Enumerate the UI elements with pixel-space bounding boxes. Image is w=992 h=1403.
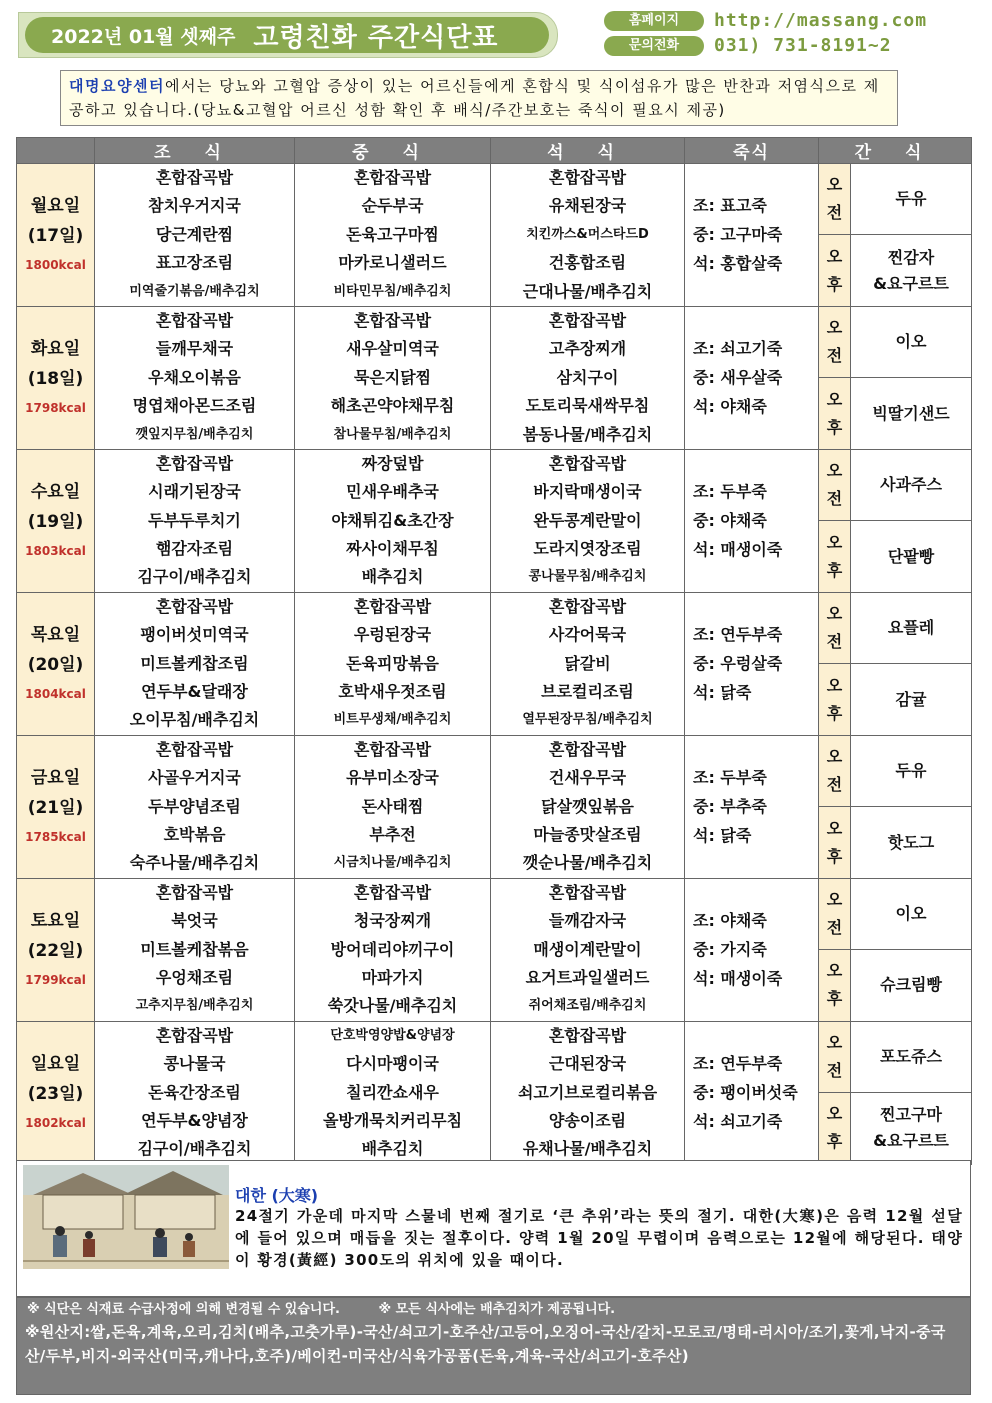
snack-pm-label	[819, 235, 851, 306]
dinner-item: 근대나물/배추김치	[522, 281, 653, 301]
footer-note-change: ※ 식단은 식재료 수급사정에 의해 변경될 수 있습니다.	[27, 1302, 340, 1317]
notice-box	[60, 70, 898, 126]
snack-label-char: 후	[826, 703, 843, 723]
snack-pm-label	[819, 807, 851, 878]
lunch-item: 해초곤약야채무침	[330, 396, 455, 416]
dinner-cell	[491, 878, 685, 1021]
snack-pm	[851, 1093, 972, 1164]
lunch-item: 혼합잡곡밥	[353, 310, 432, 330]
breakfast-item: 오이무침/배추김치	[129, 710, 260, 730]
snack-pm-label	[819, 1093, 851, 1164]
snack-pm	[851, 235, 972, 306]
phone-label: 문의전화	[604, 36, 704, 56]
lunch-item: 마파가지	[361, 967, 424, 987]
day-date: (17일)	[27, 225, 84, 246]
lunch-cell	[295, 878, 491, 1021]
breakfast-cell	[95, 306, 295, 449]
title-pill	[25, 17, 549, 53]
dinner-item: 바지락매생이국	[533, 482, 642, 502]
breakfast-item: 북엇국	[171, 911, 218, 931]
homepage-row	[604, 9, 954, 32]
snack-am: 사과주스	[851, 449, 972, 520]
snack-am: 두유	[851, 735, 972, 806]
notice-text: 에서는 당뇨와 고혈압 증상이 있는 어르신들에게 혼합식 및 식이섬유가 많은 반찬과 저염식으로 제공하고 있습니다.(당뇨&고혈압 어르신 성함 확인 후 배식/주간보호는 죽식이 필요시 제공)	[69, 77, 880, 119]
porridge-cell	[685, 592, 819, 735]
porridge-item: 석: 야채죽	[693, 397, 767, 417]
lunch-item: 짜사이채무침	[346, 539, 439, 559]
snack-label-char: 오	[826, 604, 843, 624]
lunch-item: 다시마팽이국	[346, 1054, 439, 1074]
day-date: (22일)	[27, 940, 84, 961]
snack-am: 이오	[851, 306, 972, 377]
porridge-item: 석: 매생이죽	[693, 969, 783, 989]
lunch-item: 호박새우젓조림	[338, 682, 447, 702]
contact-box	[604, 9, 954, 59]
day-name: 수요일	[30, 481, 81, 502]
breakfast-cell	[95, 1021, 295, 1164]
footer	[16, 1297, 971, 1395]
porridge-item: 중: 팽이버섯죽	[693, 1083, 798, 1103]
breakfast-item: 사골우거지국	[148, 768, 241, 788]
col-header-porridge: 죽식	[685, 138, 819, 164]
lunch-item: 우렁된장국	[353, 625, 432, 645]
lunch-item: 묵은지닭찜	[353, 367, 432, 387]
breakfast-cell	[95, 592, 295, 735]
dinner-item: 매생이계란말이	[533, 939, 642, 959]
day-row-top	[17, 306, 972, 377]
winter-painting-image	[23, 1165, 229, 1269]
season-title: 대한 (大寒)	[235, 1186, 319, 1205]
footer-note-kimchi: ※ 모든 식사에는 배추김치가 제공됩니다.	[378, 1302, 616, 1317]
snack-pm: 단팥빵	[851, 521, 972, 592]
snack-pm-label	[819, 521, 851, 592]
breakfast-item: 표고장조림	[155, 253, 234, 273]
porridge-item: 조: 쇠고기죽	[693, 339, 783, 359]
day-cell	[17, 592, 95, 735]
snack-label-char: 후	[826, 417, 843, 437]
col-header-breakfast: 조 식	[95, 138, 295, 164]
dinner-item: 건새우무국	[548, 768, 627, 788]
dinner-item: 완두콩계란말이	[533, 510, 642, 530]
porridge-item: 조: 두부죽	[693, 768, 767, 788]
breakfast-item: 혼합잡곡밥	[155, 739, 234, 759]
snack-label-char: 오	[826, 890, 843, 909]
day-row-top	[17, 878, 972, 949]
porridge-item: 조: 야채죽	[693, 911, 767, 931]
lunch-item: 돈육피망볶음	[346, 653, 439, 673]
snack-am-label	[819, 1021, 851, 1092]
weekly-menu-table	[16, 137, 972, 1165]
lunch-cell	[295, 164, 491, 307]
snack-label-char: 오	[826, 532, 843, 552]
dinner-item: 건홍합조림	[548, 253, 627, 273]
lunch-cell	[295, 735, 491, 878]
week-label: 2022년 01월 셋째주	[51, 25, 236, 48]
porridge-item: 중: 우렁살죽	[693, 654, 783, 674]
snack-am-label	[819, 164, 851, 235]
snack-am: 요플레	[851, 592, 972, 663]
snack-label-char: 전	[826, 918, 843, 937]
lunch-item: 쑥갓나물/배추김치	[327, 996, 458, 1016]
breakfast-item: 팽이버섯미역국	[140, 625, 249, 645]
snack-pm-label	[819, 378, 851, 449]
dinner-cell	[491, 164, 685, 307]
lunch-item: 올방개묵치커리무침	[322, 1110, 463, 1130]
day-kcal: 1785kcal	[25, 829, 86, 844]
dinner-item: 삼치구이	[556, 367, 619, 387]
snack-am: 이오	[851, 878, 972, 949]
footer-notes	[17, 1298, 970, 1320]
day-cell	[17, 306, 95, 449]
breakfast-item: 미트볼케찹볶음	[140, 939, 249, 959]
snack-label-char: 후	[826, 560, 843, 580]
dinner-item: 닭갈비	[564, 653, 611, 673]
lunch-item: 혼합잡곡밥	[353, 739, 432, 759]
breakfast-item: 혼합잡곡밥	[155, 453, 234, 473]
lunch-item: 짜장덮밥	[361, 453, 424, 473]
dinner-item: 혼합잡곡밥	[548, 310, 627, 330]
breakfast-item: 혼합잡곡밥	[155, 596, 234, 616]
day-date: (21일)	[27, 797, 84, 818]
lunch-item: 돈육고구마찜	[346, 224, 439, 244]
snack-label-char: 오	[826, 246, 843, 266]
dinner-item: 쇠고기브로컬리볶음	[517, 1082, 658, 1102]
col-header-day	[17, 138, 95, 164]
snack-line: &요구르트	[873, 1131, 949, 1151]
page-title: 고령친화 주간식단표	[253, 22, 499, 53]
dinner-item: 닭살깻잎볶음	[541, 796, 634, 816]
dinner-item: 도토리묵새싹무침	[525, 396, 650, 416]
day-cell	[17, 164, 95, 307]
breakfast-item: 우엉채조림	[155, 967, 234, 987]
lunch-item: 혼합잡곡밥	[353, 168, 432, 187]
snack-label-char: 오	[826, 675, 843, 695]
porridge-item: 조: 두부죽	[693, 482, 767, 502]
lunch-item: 새우살미역국	[346, 339, 439, 359]
day-row-top	[17, 164, 972, 235]
homepage-link[interactable]: http://massang.com	[714, 10, 928, 31]
day-kcal: 1804kcal	[25, 686, 86, 701]
snack-label-char: 전	[826, 775, 843, 795]
snack-am-label	[819, 449, 851, 520]
snack-label-char: 전	[826, 346, 843, 366]
dinner-cell	[491, 306, 685, 449]
breakfast-item: 미트볼케찹조림	[140, 653, 249, 673]
breakfast-item: 김구이/배추김치	[137, 1139, 252, 1159]
dinner-item: 마늘종맛살조림	[533, 824, 642, 844]
snack-label-char: 후	[826, 846, 843, 866]
lunch-cell	[295, 449, 491, 592]
dinner-cell	[491, 592, 685, 735]
homepage-label: 홈페이지	[604, 11, 704, 31]
breakfast-item: 고추지무침/배추김치	[135, 998, 254, 1014]
day-cell	[17, 878, 95, 1021]
phone-row	[604, 34, 954, 57]
porridge-cell	[685, 735, 819, 878]
snack-label-char: 후	[826, 989, 843, 1009]
col-header-dinner: 석 식	[491, 138, 685, 164]
lunch-item: 시금치나물/배추김치	[333, 855, 452, 871]
day-kcal: 1803kcal	[25, 543, 86, 558]
season-box	[16, 1160, 971, 1297]
breakfast-item: 햄감자조림	[155, 539, 234, 559]
dinner-item: 혼합잡곡밥	[548, 596, 627, 616]
snack-label-char: 오	[826, 961, 843, 981]
lunch-item: 단호박영양밥&양념장	[330, 1027, 455, 1043]
dinner-item: 브로컬리조림	[541, 682, 634, 702]
day-date: (18일)	[27, 368, 84, 389]
breakfast-item: 연두부&양념장	[141, 1110, 248, 1130]
snack-label-char: 오	[826, 818, 843, 838]
day-kcal: 1799kcal	[25, 972, 86, 987]
snack-label-char: 오	[826, 461, 843, 481]
snack-line: 찐고구마	[880, 1105, 942, 1125]
dinner-item: 사각어묵국	[548, 625, 627, 645]
lunch-item: 혼합잡곡밥	[353, 596, 432, 616]
breakfast-item: 명엽채아몬드조림	[132, 396, 257, 416]
dinner-item: 들깨감자국	[548, 911, 627, 931]
day-date: (20일)	[27, 654, 84, 675]
breakfast-item: 우채오이볶음	[148, 367, 241, 387]
breakfast-item: 호박볶음	[163, 824, 226, 844]
snack-line: 찐감자	[887, 247, 935, 267]
snack-am: 포도쥬스	[851, 1021, 972, 1092]
dinner-item: 깻순나물/배추김치	[522, 853, 653, 873]
day-name: 토요일	[30, 910, 81, 931]
porridge-item: 석: 닭죽	[693, 826, 752, 846]
snack-label-char: 후	[826, 1132, 843, 1152]
header-row	[17, 138, 972, 164]
breakfast-item: 들깨무채국	[155, 339, 234, 359]
porridge-item: 석: 닭죽	[693, 683, 752, 703]
lunch-item: 돈사태찜	[361, 796, 424, 816]
day-name: 목요일	[30, 624, 81, 645]
snack-line: &요구르트	[873, 273, 949, 293]
day-row-top	[17, 735, 972, 806]
lunch-item: 순두부국	[361, 196, 424, 216]
day-name: 금요일	[30, 767, 81, 788]
breakfast-item: 혼합잡곡밥	[155, 1025, 234, 1045]
breakfast-item: 참치우거지국	[148, 196, 241, 216]
breakfast-item: 당근계란찜	[155, 224, 234, 244]
snack-am-label	[819, 592, 851, 663]
lunch-item: 야채튀김&초간장	[331, 510, 454, 530]
snack-pm: 슈크림빵	[851, 950, 972, 1021]
day-row-top	[17, 1021, 972, 1092]
dinner-item: 혼합잡곡밥	[548, 453, 627, 473]
lunch-item: 민새우배추국	[346, 482, 439, 502]
lunch-item: 마카로니샐러드	[338, 253, 447, 273]
snack-label-char: 오	[826, 747, 843, 767]
snack-pm: 감귤	[851, 664, 972, 735]
snack-pm: 핫도그	[851, 807, 972, 878]
porridge-item: 중: 가지죽	[693, 940, 767, 960]
snack-am-label	[819, 878, 851, 949]
porridge-cell	[685, 1021, 819, 1164]
col-header-lunch: 중 식	[295, 138, 491, 164]
porridge-item: 조: 연두부죽	[693, 1054, 783, 1074]
lunch-item: 비타민무침/배추김치	[333, 283, 452, 299]
porridge-cell	[685, 878, 819, 1021]
dinner-item: 혼합잡곡밥	[548, 882, 627, 902]
day-cell	[17, 1021, 95, 1164]
day-date: (19일)	[27, 511, 84, 532]
porridge-item: 중: 야채죽	[693, 511, 767, 531]
phone-number: 031) 731-8191~2	[714, 35, 892, 56]
lunch-cell	[295, 306, 491, 449]
snack-label-char: 오	[826, 175, 843, 195]
lunch-item: 부추전	[369, 824, 416, 844]
snack-label-char: 전	[826, 489, 843, 509]
day-name: 화요일	[30, 338, 81, 359]
breakfast-item: 숙주나물/배추김치	[129, 853, 260, 873]
day-row-top	[17, 449, 972, 520]
dinner-cell	[491, 735, 685, 878]
breakfast-item: 혼합잡곡밥	[155, 882, 234, 902]
dinner-item: 치킨까스&머스타드D	[526, 226, 649, 242]
breakfast-item: 두부양념조림	[148, 796, 241, 816]
porridge-cell	[685, 164, 819, 307]
porridge-item: 석: 매생이죽	[693, 540, 783, 560]
porridge-item: 조: 표고죽	[693, 196, 767, 216]
breakfast-item: 깻잎지무침/배추김치	[135, 426, 254, 442]
dinner-cell	[491, 449, 685, 592]
day-kcal: 1798kcal	[25, 400, 86, 415]
lunch-cell	[295, 1021, 491, 1164]
lunch-item: 청국장찌개	[353, 911, 432, 931]
porridge-item: 석: 쇠고기죽	[693, 1112, 783, 1132]
day-date: (23일)	[27, 1083, 84, 1104]
dinner-item: 봄동나물/배추김치	[522, 424, 653, 444]
dinner-item: 열무된장무침/배추김치	[522, 712, 653, 728]
porridge-cell	[685, 306, 819, 449]
breakfast-cell	[95, 164, 295, 307]
lunch-cell	[295, 592, 491, 735]
dinner-item: 혼합잡곡밥	[548, 739, 627, 759]
porridge-item: 중: 부추죽	[693, 797, 767, 817]
snack-label-char: 전	[826, 632, 843, 652]
porridge-cell	[685, 449, 819, 592]
lunch-item: 배추김치	[361, 567, 424, 587]
porridge-item: 조: 연두부죽	[693, 625, 783, 645]
dinner-item: 유채된장국	[548, 196, 627, 216]
breakfast-item: 연두부&달래장	[141, 682, 248, 702]
snack-am: 두유	[851, 164, 972, 235]
breakfast-cell	[95, 735, 295, 878]
porridge-item: 석: 홍합살죽	[693, 254, 783, 274]
day-kcal: 1800kcal	[25, 257, 86, 272]
title-bar	[18, 12, 558, 58]
lunch-item: 참나물무침/배추김치	[333, 426, 452, 442]
lunch-item: 배추김치	[361, 1139, 424, 1159]
snack-label-char: 오	[826, 318, 843, 338]
breakfast-item: 혼합잡곡밥	[155, 310, 234, 330]
breakfast-item: 돈육간장조림	[148, 1082, 241, 1102]
snack-am-label	[819, 306, 851, 377]
lunch-item: 방어데리야끼구이	[330, 939, 455, 959]
dinner-item: 유채나물/배추김치	[522, 1139, 653, 1159]
col-header-snack: 간 식	[819, 138, 972, 164]
snack-pm: 빅딸기샌드	[851, 378, 972, 449]
lunch-item: 유부미소장국	[346, 768, 439, 788]
dinner-item: 혼합잡곡밥	[548, 168, 627, 187]
snack-label-char: 오	[826, 389, 843, 409]
dinner-item: 쥐어채조림/배추김치	[528, 998, 647, 1014]
breakfast-item: 김구이/배추김치	[137, 567, 252, 587]
lunch-item: 비트무생채/배추김치	[333, 712, 452, 728]
breakfast-item: 콩나물국	[163, 1054, 226, 1074]
snack-label-char: 전	[826, 1060, 843, 1080]
snack-label-char: 오	[826, 1032, 843, 1052]
snack-label-char: 전	[826, 203, 843, 223]
snack-label-char: 오	[826, 1104, 843, 1124]
lunch-item: 혼합잡곡밥	[353, 882, 432, 902]
dinner-item: 도라지엿장조림	[533, 539, 642, 559]
dinner-item: 요거트과일샐러드	[525, 967, 650, 987]
porridge-item: 중: 새우살죽	[693, 368, 783, 388]
day-name: 월요일	[30, 195, 81, 216]
breakfast-item: 두부두루치기	[148, 510, 241, 530]
center-name: 대명요양센터	[69, 77, 165, 95]
snack-label-char: 후	[826, 274, 843, 294]
dinner-item: 고추장찌개	[548, 339, 627, 359]
dinner-item: 콩나물무침/배추김치	[528, 569, 647, 585]
origin-info: ※원산지:쌀,돈육,계육,오리,김치(배추,고춧가루)-국산/쇠고기-호주산/고등어,오징어-국산/갈치-모로코/명태-러시아/조기,꽃게,낙지-중국산/두부,비지-외국산(미국,캐나다,호주)/베이컨-미국산/식육가공품(돈육,계육-국산/쇠고기-호주산)	[25, 1323, 946, 1365]
breakfast-item: 시래기된장국	[148, 482, 241, 502]
dinner-item: 근대된장국	[548, 1054, 627, 1074]
day-row-top	[17, 592, 972, 663]
dinner-item: 양송이조림	[548, 1110, 627, 1130]
dinner-item: 혼합잡곡밥	[548, 1025, 627, 1045]
porridge-item: 중: 고구마죽	[693, 225, 783, 245]
breakfast-cell	[95, 449, 295, 592]
snack-pm-label	[819, 664, 851, 735]
lunch-item: 칠리깐쇼새우	[346, 1082, 439, 1102]
day-cell	[17, 735, 95, 878]
dinner-cell	[491, 1021, 685, 1164]
day-name: 일요일	[30, 1053, 81, 1074]
day-cell	[17, 449, 95, 592]
breakfast-item: 미역줄기볶음/배추김치	[129, 283, 260, 299]
snack-am-label	[819, 735, 851, 806]
breakfast-cell	[95, 878, 295, 1021]
snack-pm-label	[819, 950, 851, 1021]
season-text: 24절기 가운데 마지막 스물네 번째 절기로 ‘큰 추위’라는 뜻의 절기. 대한(大寒)은 음력 12월 섣달에 들어 있으며 매듭을 짓는 절후이다. 양력 1월 20일 무렵이며 음력으로는 12월에 해당된다. 태양이 황경(黃經) 300도의 위치에 있을 때이다.	[235, 1207, 963, 1269]
day-kcal: 1802kcal	[25, 1115, 86, 1130]
breakfast-item: 혼합잡곡밥	[155, 168, 234, 187]
